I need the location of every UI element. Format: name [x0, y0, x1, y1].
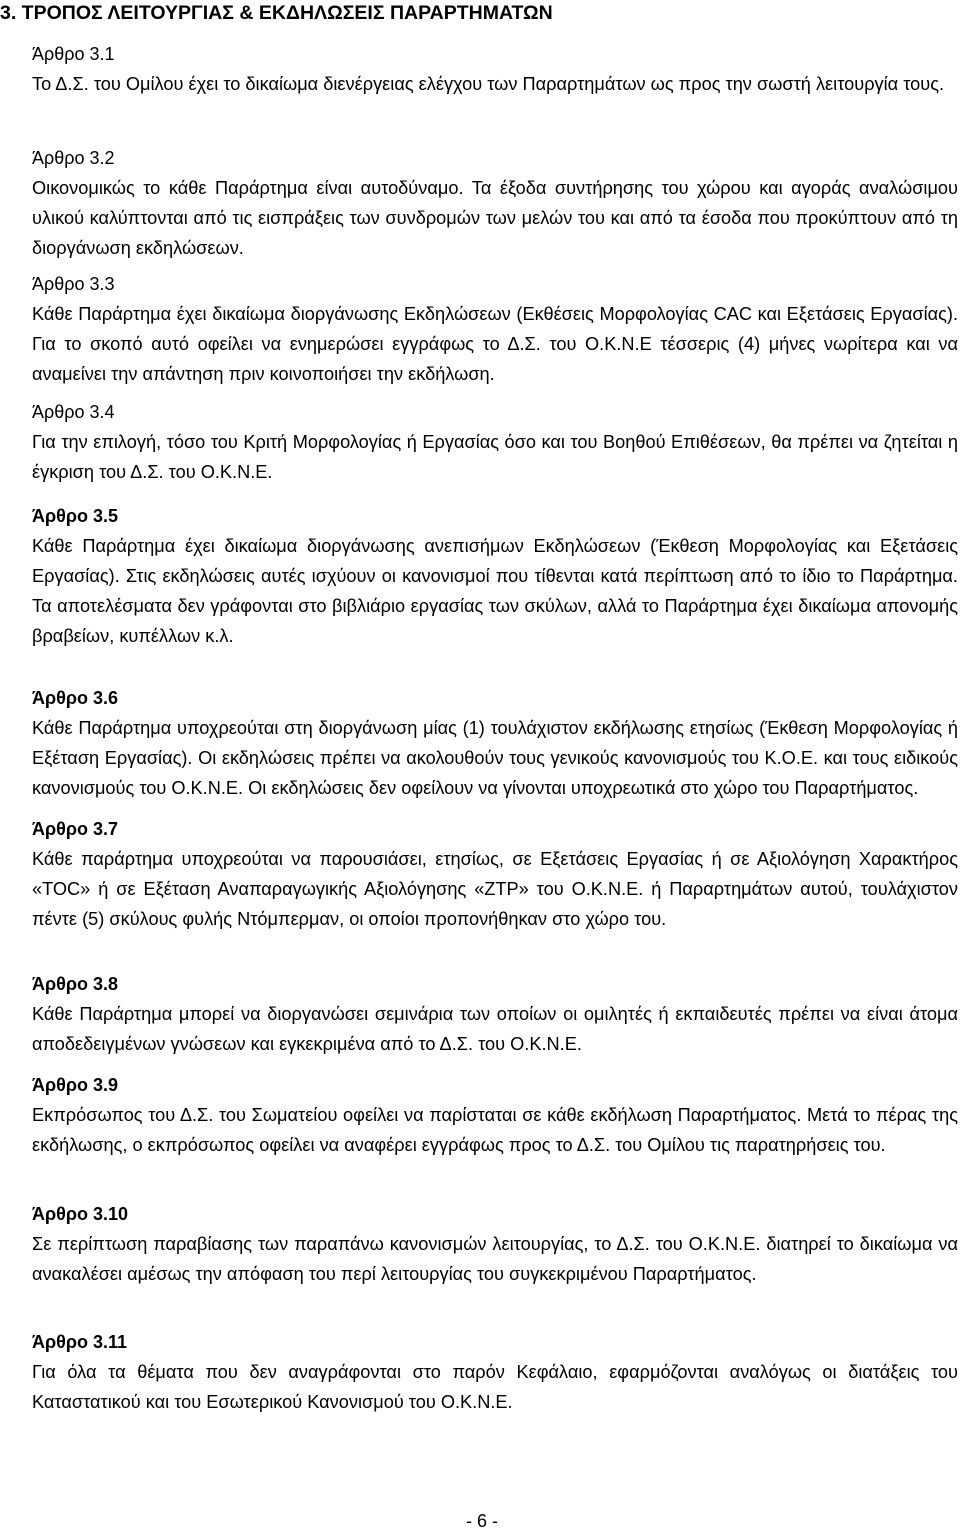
page-number: [0, 1510, 960, 1532]
article-heading: Άρθρο 3.1: [32, 44, 115, 64]
article-3-10: [32, 1200, 958, 1289]
article-heading: Άρθρο 3.7: [32, 819, 119, 839]
article-heading: Άρθρο 3.8: [32, 974, 119, 994]
article-heading: Άρθρο 3.10: [32, 1204, 129, 1224]
article-heading: Άρθρο 3.2: [32, 148, 115, 168]
article-heading: Άρθρο 3.9: [32, 1075, 119, 1095]
article-heading: Άρθρο 3.6: [32, 688, 119, 708]
article-body: Κάθε Παράρτημα μπορεί να διοργανώσει σεμινάρια των οποίων οι ομιλητές ή εκπαιδευτές πρέπει να είναι άτομα αποδεδειγμένων γνώσεων και εγκεκριμένα από το Δ.Σ. του Ο.Κ.Ν.Ε.: [32, 1004, 958, 1054]
article-3-6: [32, 684, 958, 803]
article-3-11: [32, 1328, 958, 1417]
article-body: Για όλα τα θέματα που δεν αναγράφονται στο παρόν Κεφάλαιο, εφαρμόζονται αναλόγως οι διατάξεις του Καταστατικού και του Εσωτερικού Κανονισμού του Ο.Κ.Ν.Ε.: [32, 1362, 958, 1412]
article-body: Κάθε Παράρτημα έχει δικαίωμα διοργάνωσης ανεπισήμων Εκδηλώσεων (Έκθεση Μορφολογίας και Εξετάσεις Εργασίας). Στις εκδηλώσεις αυτές ισχύουν οι κανονισμοί που τίθενται κατά περίπτωση από το ίδιο το Παράρτημα. Τα αποτελέσματα δεν γράφονται στο βιβλιάριο εργασίας των σκύλων, αλλά το Παράρτημα έχει δικαίωμα απονομής βραβείων, κυπέλλων κ.λ.: [32, 536, 958, 646]
article-heading: Άρθρο 3.3: [32, 274, 115, 294]
article-body: Για την επιλογή, τόσο του Κριτή Μορφολογίας ή Εργασίας όσο και του Βοηθού Επιθέσεων, θα πρέπει να ζητείται η έγκριση του Δ.Σ. του Ο.Κ.Ν.Ε.: [32, 432, 958, 482]
article-body: Εκπρόσωπος του Δ.Σ. του Σωματείου οφείλει να παρίσταται σε κάθε εκδήλωση Παραρτήματος. Μετά το πέρας της εκδήλωσης, ο εκπρόσωπος οφείλει να αναφέρει εγγράφως προς το Δ.Σ. του Ομίλου τις παρατηρήσεις του.: [32, 1105, 958, 1155]
article-heading: Άρθρο 3.4: [32, 402, 115, 422]
article-3-9: [32, 1071, 958, 1160]
article-3-1: [32, 40, 958, 99]
article-3-8: [32, 970, 958, 1059]
article-body: Σε περίπτωση παραβίασης των παραπάνω κανονισμών λειτουργίας, το Δ.Σ. του Ο.Κ.Ν.Ε. διατηρεί το δικαίωμα να ανακαλέσει αμέσως την απόφαση του περί λειτουργίας του συγκεκριμένου Παραρτήματος.: [32, 1234, 958, 1284]
document-title: 3. ΤΡΟΠΟΣ ΛΕΙΤΟΥΡΓΙΑΣ & ΕΚΔΗΛΩΣΕΙΣ ΠΑΡΑΡΤΗΜΑΤΩΝ: [0, 2, 553, 24]
article-3-4: [32, 398, 958, 487]
article-3-5: [32, 502, 958, 651]
article-3-3: [32, 270, 958, 389]
article-body: Κάθε Παράρτημα υποχρεούται στη διοργάνωση μίας (1) τουλάχιστον εκδήλωσης ετησίως (Έκθεση Μορφολογίας ή Εξέταση Εργασίας). Οι εκδηλώσεις πρέπει να ακολουθούν τους γενικούς κανονισμούς του Κ.Ο.Ε. και τους ειδικούς κανονισμούς του Ο.Κ.Ν.Ε. Οι εκδηλώσεις δεν οφείλουν να γίνονται υποχρεωτικά στο χώρο του Παραρτήματος.: [32, 718, 958, 798]
page-number-text: - 6 -: [465, 1511, 498, 1531]
article-body: Το Δ.Σ. του Ομίλου έχει το δικαίωμα διενέργειας ελέγχου των Παραρτημάτων ως προς την σωστή λειτουργία τους.: [32, 74, 945, 94]
article-3-2: [32, 144, 958, 263]
article-body: Οικονομικώς το κάθε Παράρτημα είναι αυτοδύναμο. Τα έξοδα συντήρησης του χώρου και αγοράς αναλώσιμου υλικού καλύπτονται από τις εισπράξεις των συνδρομών των μελών του και από τα έσοδα που προκύπτουν από τη διοργάνωση εκδηλώσεων.: [32, 178, 958, 258]
article-3-7: [32, 815, 958, 934]
article-body: Κάθε Παράρτημα έχει δικαίωμα διοργάνωσης Εκδηλώσεων (Εκθέσεις Μορφολογίας CAC και Εξετάσεις Εργασίας). Για το σκοπό αυτό οφείλει να ενημερώσει εγγράφως το Δ.Σ. του Ο.Κ.Ν.Ε τέσσερις (4) μήνες νωρίτερα και να αναμείνει την απάντηση πριν κοινοποιήσει την εκδήλωση.: [32, 304, 958, 384]
article-body: Κάθε παράρτημα υποχρεούται να παρουσιάσει, ετησίως, σε Εξετάσεις Εργασίας ή σε Αξιολόγηση Χαρακτήρος «TOC» ή σε Εξέταση Αναπαραγωγικής Αξιολόγησης «ZTP» του Ο.Κ.Ν.Ε. ή Παραρτημάτων αυτού, τουλάχιστον πέντε (5) σκύλους φυλής Ντόμπερμαν, οι οποίοι προπονήθηκαν στο χώρο του.: [32, 849, 958, 929]
article-heading: Άρθρο 3.11: [32, 1332, 128, 1352]
article-heading: Άρθρο 3.5: [32, 506, 119, 526]
